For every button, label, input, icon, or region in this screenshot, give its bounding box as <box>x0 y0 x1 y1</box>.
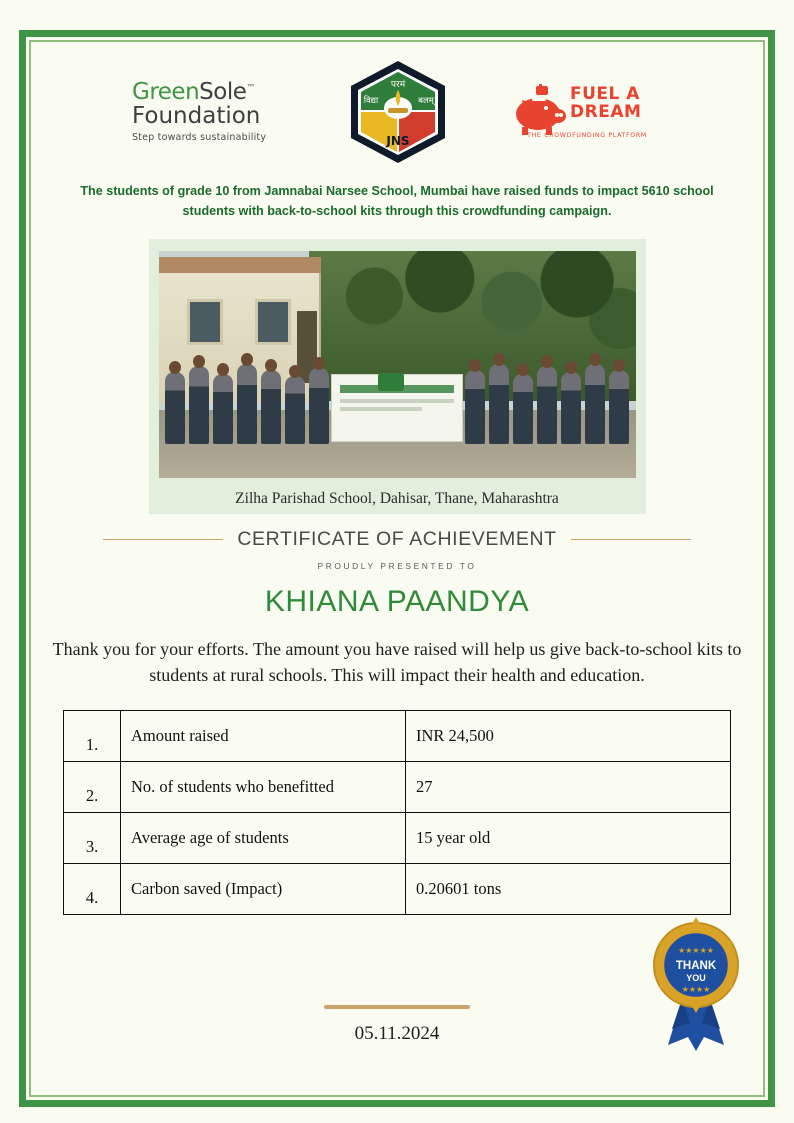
greensole-foundation-logo <box>132 81 284 143</box>
row-value: 27 <box>406 762 731 813</box>
table-row <box>64 864 731 915</box>
row-index: 3. <box>64 813 121 864</box>
fuel-a-dream-line1: FUEL A <box>570 84 640 104</box>
fuel-a-dream-wordmark <box>570 86 641 122</box>
row-value: 15 year old <box>406 813 731 864</box>
row-label: Average age of students <box>121 813 406 864</box>
campaign-banner <box>331 374 463 442</box>
thank-you-seal <box>646 913 746 1053</box>
row-index: 1. <box>64 711 121 762</box>
svg-text:बलम्: बलम् <box>418 96 434 106</box>
greensole-logo-foundation-text: Foundation <box>132 103 261 130</box>
row-index: 4. <box>64 864 121 915</box>
divider-right <box>571 539 691 540</box>
fuel-a-dream-logo <box>512 80 662 144</box>
jamnabai-narsee-school-crest <box>340 58 456 166</box>
photo-caption: Zilha Parishad School, Dahisar, Thane, Maharashtra <box>235 490 559 508</box>
greensole-logo-tagline: Step towards sustainability <box>132 132 267 144</box>
fuel-a-dream-tagline: THE CROWDFUNDING PLATFORM <box>527 132 647 139</box>
table-row <box>64 762 731 813</box>
row-value: 0.20601 tons <box>406 864 731 915</box>
recipient-name: KHIANA PAANDYA <box>264 585 530 619</box>
trademark-icon: ™ <box>246 83 255 94</box>
fuel-a-dream-line2: DREAM <box>570 101 642 122</box>
table-row <box>64 813 731 864</box>
campaign-photo <box>159 251 636 478</box>
svg-text:विद्या: विद्या <box>363 96 379 106</box>
svg-text:YOU: YOU <box>686 973 706 983</box>
row-label: Amount raised <box>121 711 406 762</box>
row-label: Carbon saved (Impact) <box>121 864 406 915</box>
greensole-logo-green-text: Green <box>132 79 200 106</box>
greensole-logo-sole-text: Sole <box>199 79 247 106</box>
certificate-content <box>40 50 754 1087</box>
svg-text:परमं: परमं <box>390 80 406 90</box>
svg-text:JNS: JNS <box>386 134 410 148</box>
row-value: INR 24,500 <box>406 711 731 762</box>
row-index: 2. <box>64 762 121 813</box>
svg-text:THANK: THANK <box>675 960 717 972</box>
thank-you-message: Thank you for your efforts. The amount you have raised will help us give back-to-school kits to students at rural schools. This will impact their health and education. <box>52 639 742 685</box>
certificate-title-row <box>40 528 754 551</box>
campaign-intro-text: The students of grade 10 from Jamnabai Narsee School, Mumbai have raised funds to impact 5610 school students with back-to-school kits through this crowdfunding campaign. <box>80 184 714 218</box>
piggy-bank-icon <box>512 84 568 136</box>
row-label: No. of students who benefitted <box>121 762 406 813</box>
svg-text:★★★★: ★★★★ <box>681 985 711 994</box>
logo-row <box>40 56 754 168</box>
photo-block <box>149 239 646 514</box>
certificate-footer <box>40 911 754 1081</box>
table-row <box>64 711 731 762</box>
divider-left <box>103 539 223 540</box>
impact-facts-table <box>63 710 731 915</box>
presented-to-label: PROUDLY PRESENTED TO <box>317 561 477 572</box>
issue-date: 05.11.2024 <box>354 1023 440 1044</box>
certificate-title: CERTIFICATE OF ACHIEVEMENT <box>237 528 557 551</box>
svg-text:★★★★★: ★★★★★ <box>678 946 714 955</box>
